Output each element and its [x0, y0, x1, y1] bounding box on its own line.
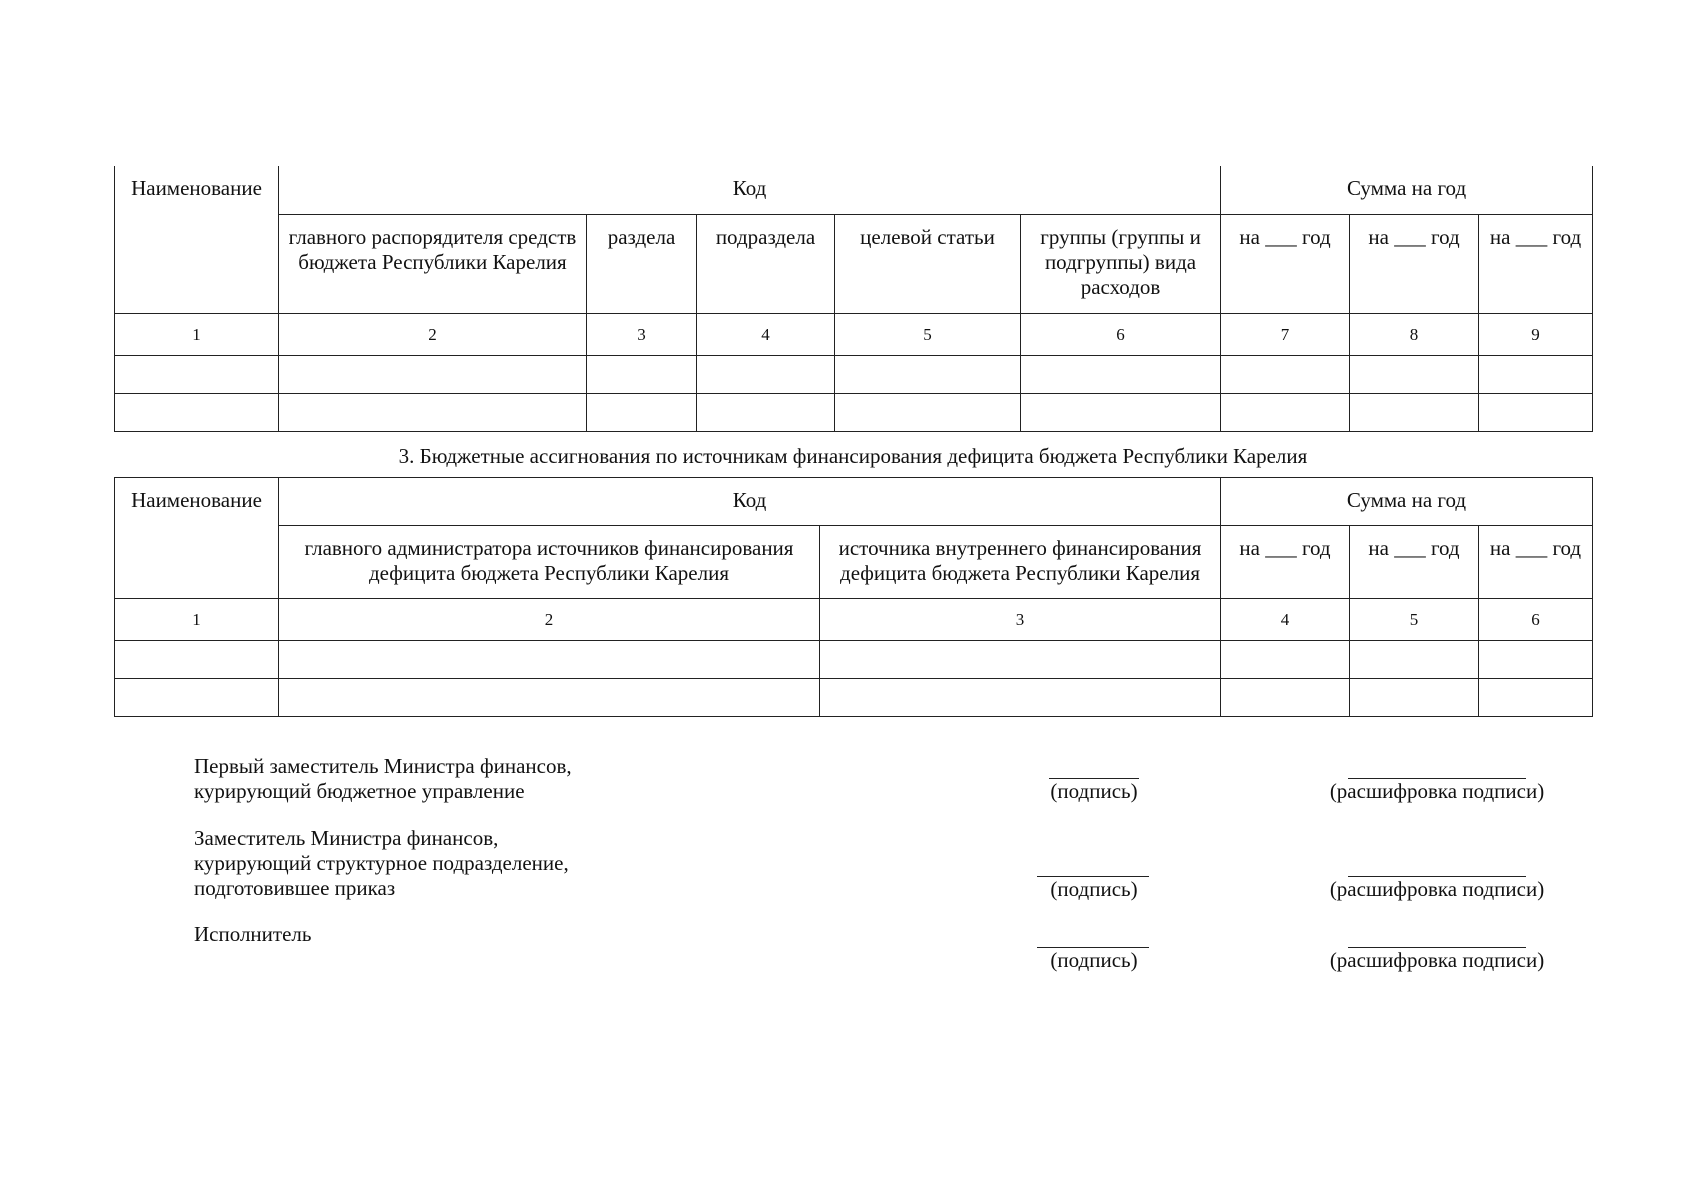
signatory-line: Заместитель Министра финансов,: [194, 826, 499, 850]
section-3-title: 3. Бюджетные ассигнования по источникам финансирования дефицита бюджета Республики Карелия: [398, 444, 1308, 468]
signatory-line: подготовившее приказ: [194, 876, 396, 900]
table-cell: [1221, 393, 1350, 431]
table-cell: [1021, 393, 1221, 431]
table-cell: [587, 393, 697, 431]
column-number: 4: [697, 313, 835, 355]
name-header: Наименование: [115, 166, 279, 313]
signatory-line: Первый заместитель Министра финансов,: [194, 754, 572, 778]
financing-sources-table: [114, 477, 1593, 717]
subheader-expense-group: группы (группы и подгруппы) вида расходов: [1021, 214, 1221, 313]
table-cell: [1479, 393, 1593, 431]
column-number: 6: [1479, 599, 1593, 641]
table-cell: [1479, 641, 1593, 679]
column-number: 1: [115, 599, 279, 641]
table-cell: [115, 393, 279, 431]
signatory-executor: [194, 922, 311, 947]
table-cell: [1021, 355, 1221, 393]
table-cell: [279, 679, 820, 717]
table-cell: [697, 355, 835, 393]
signatory-line: курирующий структурное подразделение,: [194, 851, 569, 875]
table-row: [115, 679, 1593, 717]
column-number: 2: [279, 313, 587, 355]
table-cell: [587, 355, 697, 393]
column-number: 3: [587, 313, 697, 355]
subheader-subsection: подраздела: [697, 214, 835, 313]
subheader-year-2: на ___ год: [1350, 214, 1479, 313]
signature-decode-caption: (расшифровка подписи): [1329, 877, 1545, 901]
signature-caption: (подпись): [1050, 877, 1138, 901]
sum-header: Сумма на год: [1221, 166, 1593, 214]
table-cell: [1221, 679, 1350, 717]
table-cell: [1350, 393, 1479, 431]
signatory-first-deputy-minister: [194, 754, 572, 804]
signature-caption: (подпись): [1050, 779, 1138, 803]
subheader-year-3: на ___ год: [1479, 214, 1593, 313]
table-cell: [820, 641, 1221, 679]
column-number: 7: [1221, 313, 1350, 355]
subheader-section: раздела: [587, 214, 697, 313]
table-cell: [1221, 355, 1350, 393]
signature-decode-caption: (расшифровка подписи): [1329, 779, 1545, 803]
signatory-line: Исполнитель: [194, 922, 312, 946]
expenditure-code-table: [114, 166, 1593, 432]
column-number: 4: [1221, 599, 1350, 641]
column-number: 5: [835, 313, 1021, 355]
table-row: [115, 355, 1593, 393]
column-number: 5: [1350, 599, 1479, 641]
subheader-year-1: на ___ год: [1221, 214, 1350, 313]
table-row: [115, 641, 1593, 679]
signatory-line: курирующий бюджетное управление: [194, 779, 525, 803]
subheader-year-2: на ___ год: [1350, 526, 1479, 599]
table-cell: [835, 355, 1021, 393]
name-header: Наименование: [115, 478, 279, 599]
table-cell: [115, 641, 279, 679]
column-number: 9: [1479, 313, 1593, 355]
subheader-year-1: на ___ год: [1221, 526, 1350, 599]
column-number: 6: [1021, 313, 1221, 355]
subheader-internal-source: источника внутреннего финансирования дефицита бюджета Республики Карелия: [820, 526, 1221, 599]
table-row: [115, 393, 1593, 431]
table-cell: [115, 355, 279, 393]
table-cell: [1350, 679, 1479, 717]
column-number: 3: [820, 599, 1221, 641]
table-cell: [279, 641, 820, 679]
subheader-chief-administrator: главного администратора источников финансирования дефицита бюджета Республики Карелия: [279, 526, 820, 599]
signature-decode-caption: (расшифровка подписи): [1329, 948, 1545, 972]
subheader-chief-manager: главного распорядителя средств бюджета Республики Карелия: [279, 214, 587, 313]
table-cell: [820, 679, 1221, 717]
table-cell: [279, 393, 587, 431]
table-cell: [697, 393, 835, 431]
code-header: Код: [279, 166, 1221, 214]
table-cell: [1350, 355, 1479, 393]
table-cell: [1479, 679, 1593, 717]
column-number-row: [115, 313, 1593, 355]
column-number-row: [115, 599, 1593, 641]
table-cell: [279, 355, 587, 393]
table-cell: [115, 679, 279, 717]
subheader-year-3: на ___ год: [1479, 526, 1593, 599]
table-cell: [1350, 641, 1479, 679]
subheader-target-item: целевой статьи: [835, 214, 1021, 313]
code-header: Код: [279, 478, 1221, 526]
column-number: 1: [115, 313, 279, 355]
table-cell: [1221, 641, 1350, 679]
table-cell: [1479, 355, 1593, 393]
table-cell: [835, 393, 1021, 431]
signature-caption: (подпись): [1050, 948, 1138, 972]
sum-header: Сумма на год: [1221, 478, 1593, 526]
signatory-deputy-minister: [194, 826, 569, 901]
column-number: 2: [279, 599, 820, 641]
column-number: 8: [1350, 313, 1479, 355]
